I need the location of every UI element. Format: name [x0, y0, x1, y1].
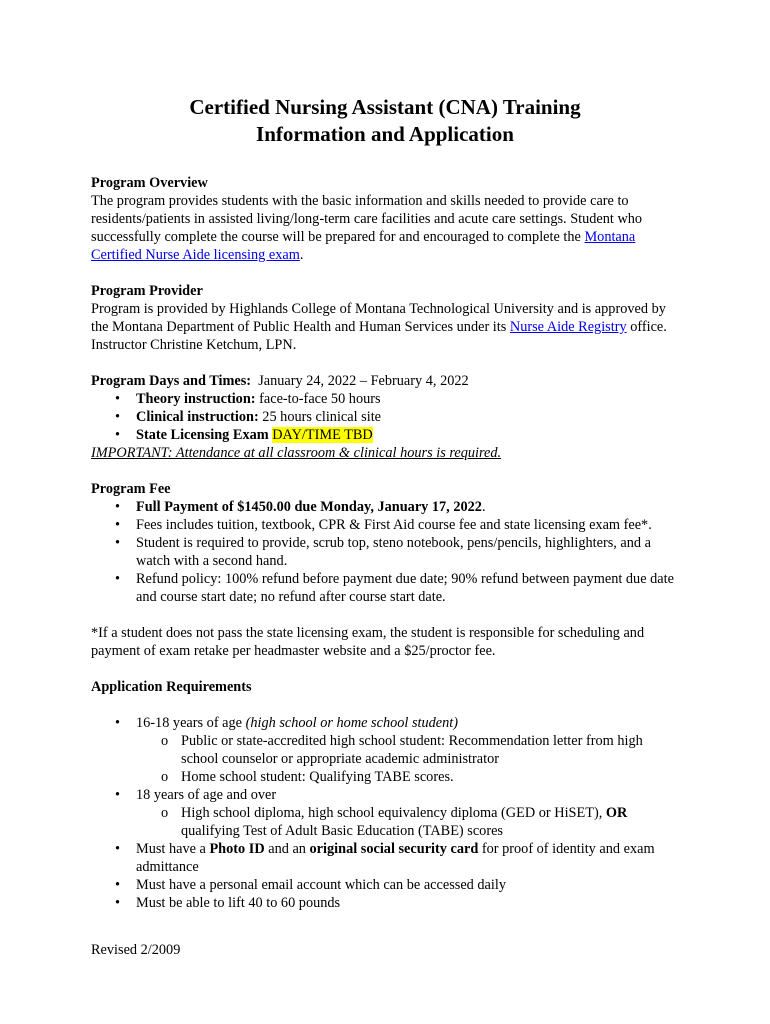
section-program-provider	[91, 282, 681, 354]
list-item: • Must have a personal email account which can be accessed daily	[115, 877, 506, 893]
list-item: • Clinical instruction: 25 hours clinical site	[115, 409, 382, 425]
attendance-notice: IMPORTANT: Attendance at all classroom & clinical hours is required.	[91, 445, 502, 461]
bullet-icon: •	[115, 571, 121, 587]
section-heading: Program Fee	[91, 481, 171, 497]
section-application-requirements	[91, 678, 681, 912]
document-title	[0, 94, 770, 148]
circle-bullet-icon: o	[161, 769, 169, 785]
bullet-icon: •	[115, 787, 121, 803]
overview-paragraph: The program provides students with the basic information and skills needed to provide care to residents/patients in assisted living/long-term care facilities and acute care settings. Student who successfully complete the course will be prepared for and encouraged to complete the Montana Certified Nurse Aide licensing exam.	[91, 193, 643, 263]
section-program-fee	[91, 480, 681, 660]
licensing-exam-link[interactable]: Montana Certified Nurse Aide licensing exam	[91, 229, 636, 263]
list-item: • Fees includes tuition, textbook, CPR & First Aid course fee and state licensing exam fee*.	[115, 517, 652, 533]
section-heading: Program Provider	[91, 283, 203, 299]
list-item: • Refund policy: 100% refund before payment due date; 90% refund between payment due date and course start date; no refund after course start date.	[115, 571, 674, 605]
revision-footer: Revised 2/2009	[91, 942, 181, 958]
section-heading: Application Requirements	[91, 679, 252, 695]
section-heading: Program Days and Times:	[91, 373, 252, 389]
bullet-icon: •	[115, 841, 121, 857]
document-body	[91, 174, 681, 912]
list-item: • State Licensing Exam DAY/TIME TBD	[115, 427, 373, 443]
bullet-icon: •	[115, 499, 121, 515]
schedule-list	[91, 390, 681, 444]
list-item: • Must have a Photo ID and an original social security card for proof of identity and exam admittance	[115, 841, 655, 875]
circle-bullet-icon: o	[161, 733, 169, 749]
bullet-icon: •	[115, 877, 121, 893]
section-heading: Program Overview	[91, 175, 208, 191]
schedule-dates: January 24, 2022 – February 4, 2022	[251, 373, 469, 389]
section-program-overview	[91, 174, 681, 264]
section-program-days-times	[91, 372, 681, 462]
bullet-icon: •	[115, 427, 121, 443]
title-line-1: Certified Nursing Assistant (CNA) Training	[189, 95, 581, 119]
list-item: • Full Payment of $1450.00 due Monday, January 17, 2022.	[115, 499, 486, 515]
bullet-icon: •	[115, 391, 121, 407]
bullet-icon: •	[115, 535, 121, 551]
fee-list	[91, 498, 681, 606]
nurse-aide-registry-link[interactable]: Nurse Aide Registry	[509, 319, 627, 335]
provider-paragraph: Program is provided by Highlands College of Montana Technological University and is approved by the Montana Department of Public Health and Human Services under its Nurse Aide Registry office. Instructor Christine Ketchum, LPN.	[91, 301, 667, 353]
list-item: • Student is required to provide, scrub top, steno notebook, pens/pencils, highlighters, and a watch with a second hand.	[115, 535, 651, 569]
list-item: • 16-18 years of age (high school or home school student) o Public or state-accredited high school student: Recommendation letter from high school counselor or appropriate academic administrator o Home school student: Qualifying TABE scores.	[91, 714, 681, 786]
list-item: • Theory instruction: face-to-face 50 hours	[115, 391, 381, 407]
schedule-line	[91, 372, 681, 390]
sub-list-item: o Home school student: Qualifying TABE scores.	[161, 769, 454, 785]
bullet-icon: •	[115, 409, 121, 425]
fee-footnote: *If a student does not pass the state licensing exam, the student is responsible for scheduling and payment of exam retake per headmaster website and a $25/proctor fee.	[91, 625, 645, 659]
list-item: • Must be able to lift 40 to 60 pounds	[115, 895, 341, 911]
sub-list	[136, 804, 681, 840]
title-line-2: Information and Application	[256, 122, 514, 146]
list-item: • 18 years of age and over o High school diploma, high school equivalency diploma (GED or HiSET), OR qualifying Test of Adult Basic Education (TABE) scores	[91, 786, 681, 840]
bullet-icon: •	[115, 517, 121, 533]
sub-list-item: o Public or state-accredited high school student: Recommendation letter from high school counselor or appropriate academic administrator	[161, 733, 643, 767]
circle-bullet-icon: o	[161, 805, 169, 821]
bullet-icon: •	[115, 715, 121, 731]
sub-list	[136, 732, 681, 786]
sub-list-item: o High school diploma, high school equivalency diploma (GED or HiSET), OR qualifying Test of Adult Basic Education (TABE) scores	[161, 805, 628, 839]
bullet-icon: •	[115, 895, 121, 911]
highlighted-tbd: DAY/TIME TBD	[272, 427, 373, 443]
requirements-list	[91, 714, 681, 912]
